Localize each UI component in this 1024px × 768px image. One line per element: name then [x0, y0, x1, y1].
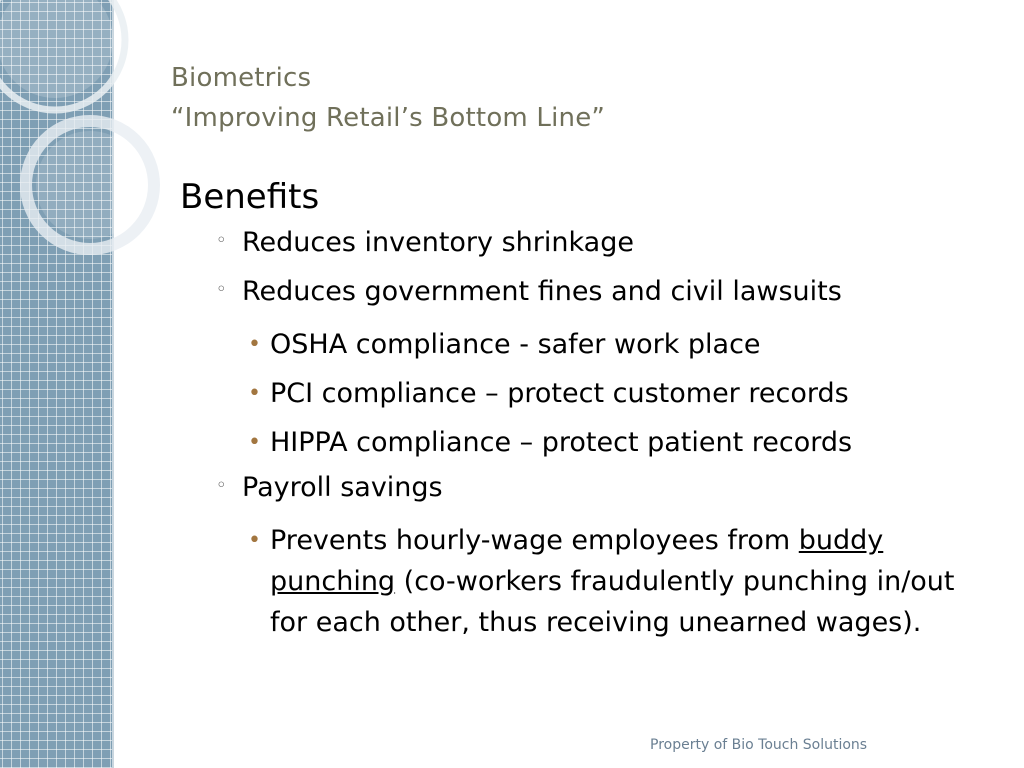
buddy-punching-term: buddy punching	[270, 525, 884, 597]
slide-title	[171, 58, 971, 138]
title-line-2: “Improving Retail’s Bottom Line”	[171, 103, 606, 133]
list-item	[180, 471, 1000, 505]
sub-list-item-text: PCI compliance – protect customer records	[270, 378, 849, 409]
hollow-circle-bullet-icon: ◦	[216, 230, 227, 251]
list-item-text: Payroll savings	[242, 472, 443, 503]
list-item	[180, 275, 1000, 309]
benefits-heading: Benefits	[180, 177, 320, 217]
dot-bullet-icon: •	[248, 332, 261, 357]
list-item-text: Reduces inventory shrinkage	[242, 227, 634, 258]
sub-list-item	[180, 373, 1000, 414]
list-item-text: Reduces government fines and civil lawsuits	[242, 276, 842, 307]
sub-list-item	[180, 422, 1000, 463]
title-line-1: Biometrics	[171, 63, 312, 93]
sub-list-item-suffix: (co-workers fraudulently punching in/out for each other, thus receiving unearned wages).	[270, 566, 955, 638]
side-strip-edge	[112, 0, 114, 768]
side-grid-strip	[0, 0, 112, 768]
dot-bullet-icon: •	[248, 528, 261, 553]
dot-bullet-icon: •	[248, 381, 261, 406]
sub-list-item	[180, 324, 1000, 365]
list-item	[180, 226, 1000, 260]
slide-body	[180, 172, 1000, 651]
sub-list-item-text: HIPPA compliance – protect patient records	[270, 427, 853, 458]
dot-bullet-icon: •	[248, 430, 261, 455]
hollow-circle-bullet-icon: ◦	[216, 279, 227, 300]
footer-text: Property of Bio Touch Solutions	[650, 737, 868, 753]
sub-list-item	[180, 520, 1000, 643]
sub-list-item-text: OSHA compliance - safer work place	[270, 329, 761, 360]
hollow-circle-bullet-icon: ◦	[216, 475, 227, 496]
sub-list-item-prefix: Prevents hourly-wage employees from	[270, 525, 799, 556]
